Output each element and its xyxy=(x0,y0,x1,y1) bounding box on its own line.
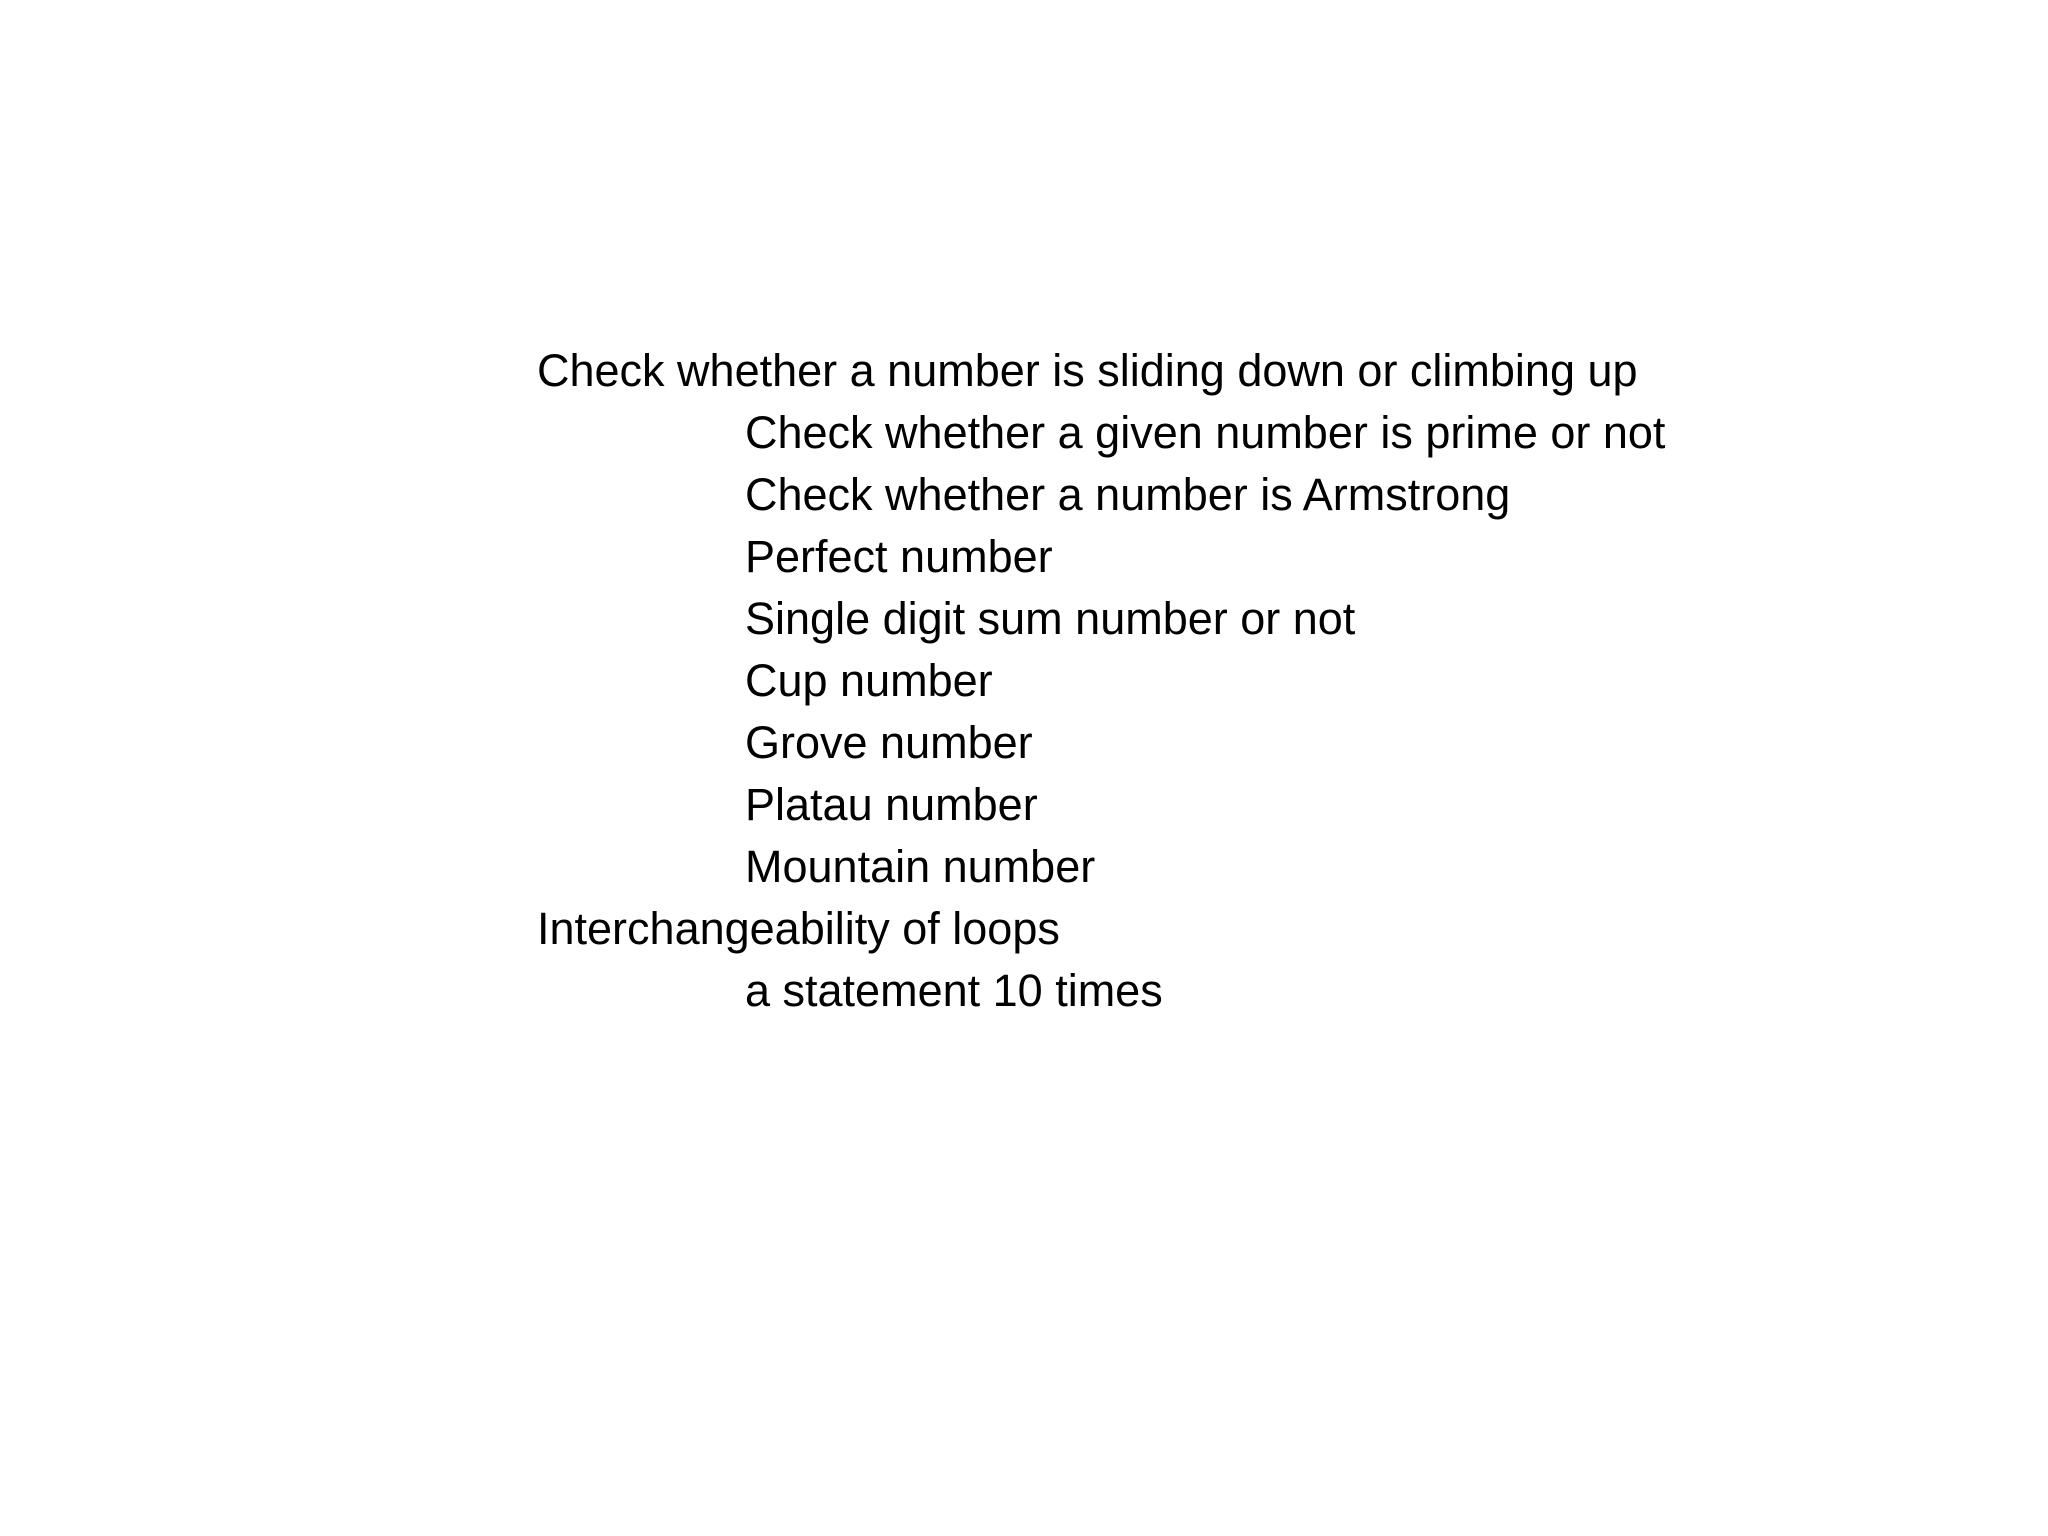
text-line-platau-number: Platau number xyxy=(745,779,1038,830)
text-line-cup-number: Cup number xyxy=(745,655,993,706)
text-line-armstrong: Check whether a number is Armstrong xyxy=(745,469,1511,520)
text-line-single-digit-sum: Single digit sum number or not xyxy=(745,593,1356,644)
text-line-grove-number: Grove number xyxy=(745,717,1033,768)
text-line-prime: Check whether a given number is prime or not xyxy=(745,407,1666,458)
slide-text-block xyxy=(537,340,1837,1022)
text-line-sliding-climbing: Check whether a number is sliding down or climbing up xyxy=(537,345,1638,396)
text-line-statement-10-times: a statement 10 times xyxy=(745,965,1163,1016)
text-line-mountain-number: Mountain number xyxy=(745,841,1096,892)
text-line-interchangeability: Interchangeability of loops xyxy=(537,903,1060,954)
text-line-perfect-number: Perfect number xyxy=(745,531,1053,582)
